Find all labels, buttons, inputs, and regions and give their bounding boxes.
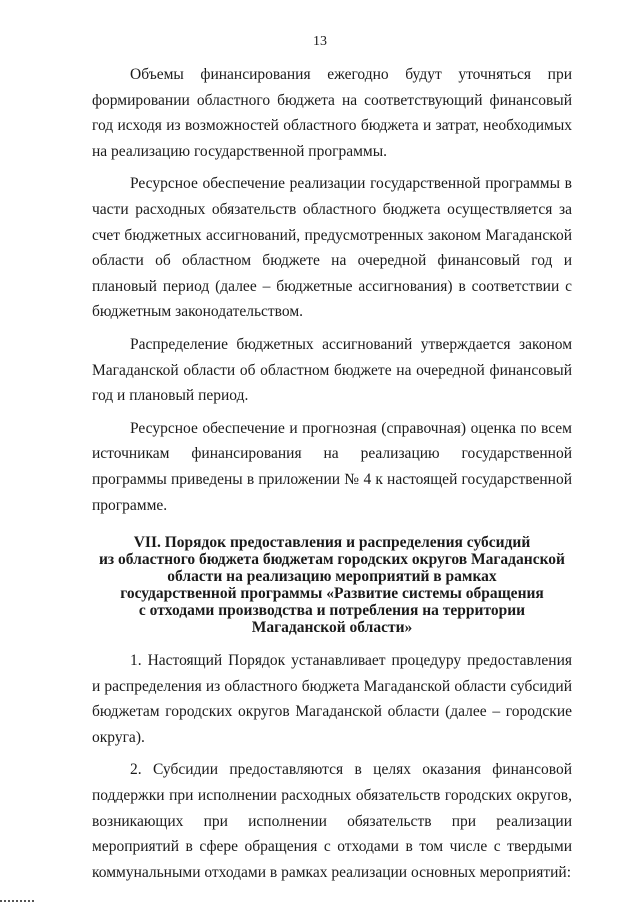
- paragraph-appendix-reference: Ресурсное обеспечение и прогнозная (справочная) оценка по всем источникам финансирования на реализацию государственной программы приведены в приложении № 4 к настоящей государственной программе.: [92, 419, 572, 514]
- section-heading-line: из областного бюджета бюджетам городских округов Магаданской: [98, 551, 565, 569]
- scan-edge-mark: [0, 900, 36, 902]
- paragraph-funding-volumes: Объемы финансирования ежегодно будут уточняться при формировании областного бюджета на соответствующий финансовый год исходя из возможностей областного бюджета и затрат, необходимых на реализацию государственной программы.: [92, 66, 572, 160]
- paragraph-item-2: 2. Субсидии предоставляются в целях оказания финансовой поддержки при исполнении расходных обязательств городских округов, возникающих при исполнении обязательств при реализации мероприятий в сфере обращения с отходами в том числе с твердыми коммунальными отходами в рамках реализации основных мероприятий:: [92, 761, 572, 881]
- paragraph-item-1: 1. Настоящий Порядок устанавливает процедуру предоставления и распределения из областного бюджета Магаданской области субсидий бюджетам городских округов Магаданской области (далее – городские округа).: [92, 652, 572, 746]
- section-heading-line: государственной программы «Развитие системы обращения: [120, 585, 544, 603]
- section-heading-line: с отходами производства и потребления на территории: [138, 602, 526, 620]
- section-heading-line: VII. Порядок предоставления и распределения субсидий: [133, 534, 531, 552]
- paragraph-resource-provision: Ресурсное обеспечение реализации государственной программы в части расходных обязательств областного бюджета осуществляется за счет бюджетных ассигнований, предусмотренных законом Магаданской области об областном бюджете на очередной финансовый год и плановый период (далее – бюджетные ассигнования) в соответствии с бюджетным законодательством.: [92, 175, 572, 321]
- section-heading: [92, 534, 572, 636]
- section-heading-line: области на реализацию мероприятий в рамках: [167, 568, 497, 586]
- page-number: 13: [313, 34, 327, 49]
- paragraph-allocation: Распределение бюджетных ассигнований утверждается законом Магаданской области об областном бюджете на очередной финансовый год и плановый период.: [92, 335, 572, 405]
- document-body: [92, 62, 572, 892]
- section-heading-line: Магаданской области»: [251, 619, 413, 637]
